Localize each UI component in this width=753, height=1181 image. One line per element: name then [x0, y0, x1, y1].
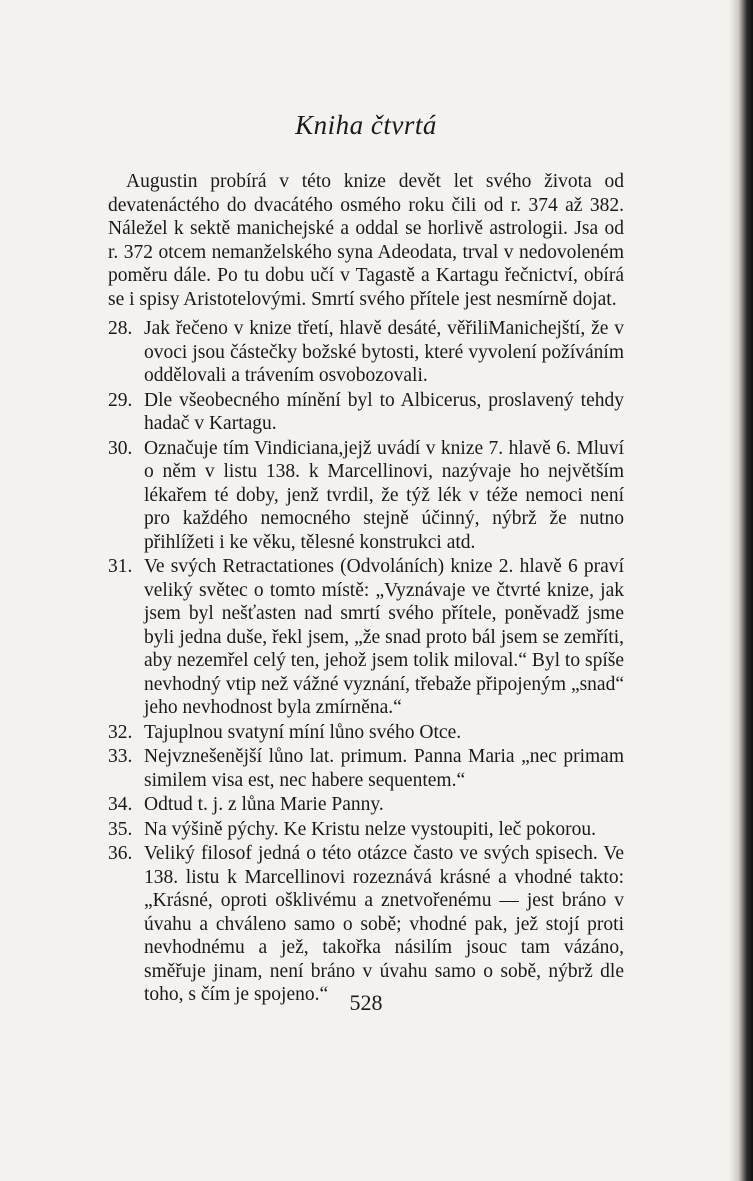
endnote — [108, 842, 624, 1007]
endnote-text: Dle všeobecného mínění byl to Albicerus, proslavený tehdy hadač v Kartagu. — [144, 389, 624, 434]
endnote — [108, 818, 624, 842]
endnote-number: 32. — [108, 721, 133, 743]
endnotes — [108, 317, 624, 1007]
endnote-number: 30. — [108, 437, 133, 459]
endnote-text: Jak řečeno v knize třetí, hlavě desáté, věřiliManichejští, že v ovoci jsou částečky božské bytosti, které vyvolení požíváním oddělovali a trávením osvobozovali. — [144, 318, 624, 386]
chapter-summary: Augustin probírá v této knize devět let svého života od devatenáctého do dvacátého osmého roku čili od r. 374 až 382. Náležel k sektě manichejské a oddal se horlivě astrologii. Jsa od r. 372 otcem nemanželského syna Adeodata, trval v nedovoleném poměru dále. Po tu dobu učí v Tagastě a Kartagu řečnictví, obírá se i spisy Aristotelovými. Smrtí svého přítele jest nesmírně dojat. — [108, 171, 624, 310]
book-page — [108, 0, 624, 1181]
endnote — [108, 317, 624, 388]
endnote-text: Ve svých Retractationes (Odvoláních) knize 2. hlavě 6 praví veliký světec o tomto místě: „Vyznávaje ve čtvrté knize, jak jsem byl nešťasten nad smrtí svého přítele, poněvadž jsme byli jedna duše, řekl jsem, „že snad proto bál jsem se zemříti, aby nezemřel celý ten, jehož jsem tolik miloval.“ Byl to spíše nevhodný vtip než vážné vyznání, třebaže připojeným „snad“ jeho nevhodnost byla zmírněna.“ — [144, 556, 624, 718]
endnote-number: 29. — [108, 389, 133, 411]
endnote-text: Tajuplnou svatyní míní lůno svého Otce. — [144, 721, 462, 743]
endnote-number: 34. — [108, 794, 133, 815]
endnote — [108, 745, 624, 792]
endnote-text: Na výšině pýchy. Ke Kristu nelze vystoupiti, leč pokorou. — [144, 818, 597, 840]
endnote — [108, 721, 624, 745]
chapter-title: Kniha čtvrtá — [295, 110, 437, 140]
endnote — [108, 555, 624, 720]
endnote-number: 36. — [108, 843, 133, 864]
endnote-number: 35. — [108, 818, 133, 840]
endnote-text: Označuje tím Vindiciana,jejž uvádí v knize 7. hlavě 6. Mluví o něm v listu 138. k Marcellinovi, nazývaje ho největším lékařem té doby, jenž tvrdil, že týž lék v téže nemoci není pro každého nemocného stejně účinný, nýbrž že nutno přihlížeti i ke věku, tělesné konstrukci atd. — [144, 437, 624, 553]
endnote-text: Odtud t. j. z lůna Marie Panny. — [144, 794, 384, 815]
endnote-number: 33. — [108, 746, 133, 767]
endnote — [108, 793, 624, 817]
endnote-text: Veliký filosof jedná o této otázce často ve svých spisech. Ve 138. listu k Marcellinovi rozeznává krásné a vhodné takto: „Krásné, oproti ošklivému a znetvořenému — jest bráno v úvahu a chváleno samo o sobě; vhodné pak, jež stojí proti nevhodnému a jež, takořka násilím jsouc tam vázáno, směřuje jinam, není bráno v úvahu samo o sobě, nýbrž dle toho, s čím je spojeno.“ — [144, 843, 624, 1005]
page-number: 528 — [349, 990, 383, 1015]
endnote-text: Nejvznešenější lůno lat. primum. Panna Maria „nec primam similem visa est, nec habere sequentem.“ — [144, 746, 624, 791]
book-binding-edge — [729, 0, 753, 1181]
endnote-number: 31. — [108, 556, 133, 577]
endnote — [108, 389, 624, 436]
endnote-number: 28. — [108, 318, 133, 339]
endnote — [108, 437, 624, 555]
